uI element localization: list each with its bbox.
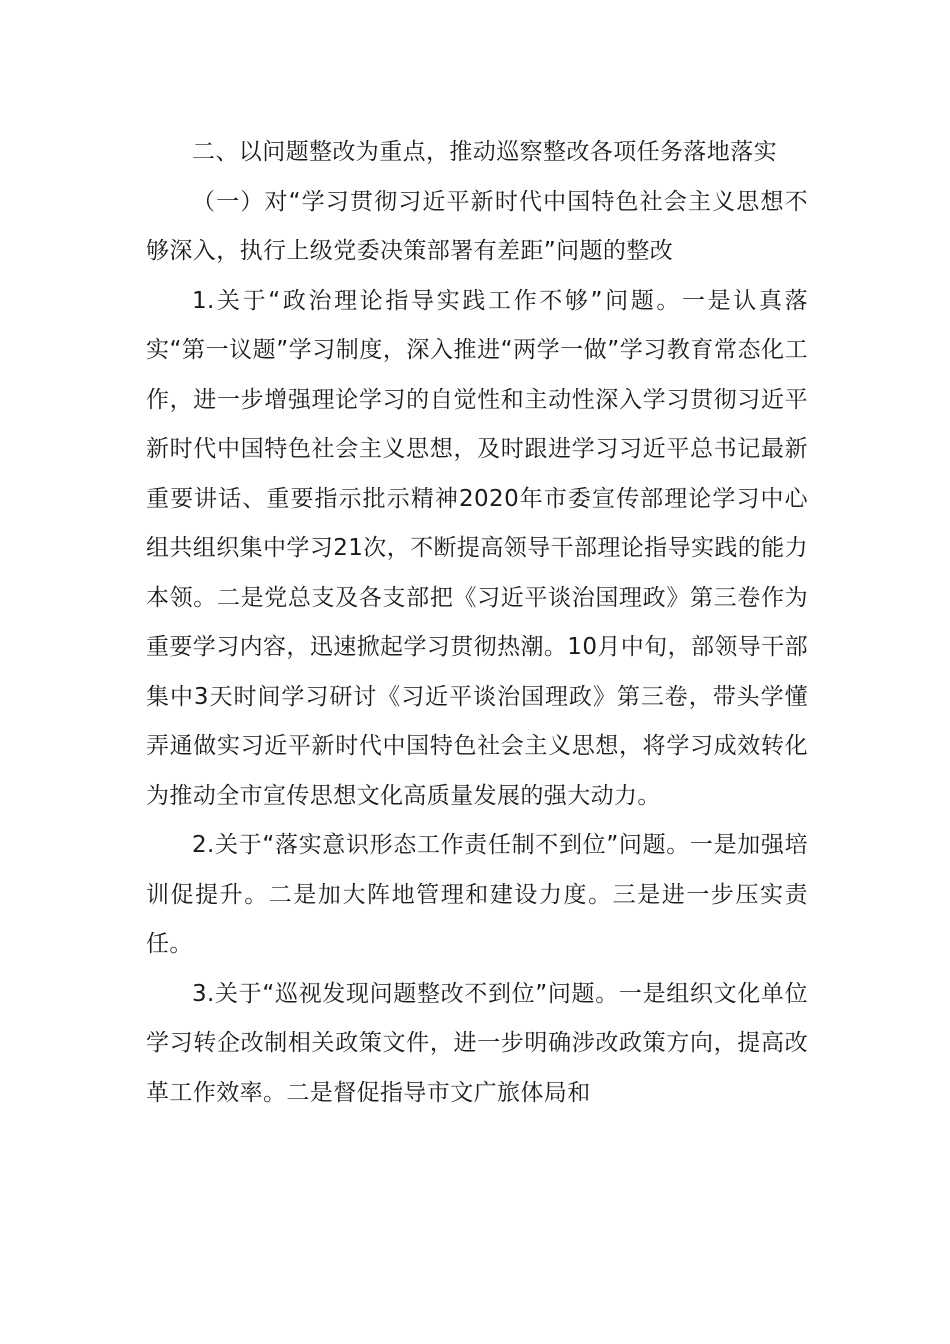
- document-body: [146, 128, 808, 1118]
- paragraph-item-2: 2.关于“落实意识形态工作责任制不到位”问题。一是加强培训促提升。二是加大阵地管理和建设力度。三是进一步压实责任。: [146, 832, 808, 957]
- section-heading: 二、以问题整改为重点，推动巡察整改各项任务落地落实: [192, 139, 777, 165]
- paragraph-item-1: 1.关于“政治理论指导实践工作不够”问题。一是认真落实“第一议题”学习制度，深入推进“两学一做”学习教育常态化工作，进一步增强理论学习的自觉性和主动性深入学习贯彻习近平新时代中国特色社会主义思想，及时跟进学习习近平总书记最新重要讲话、重要指示批示精神2020年市委宣传部理论学习中心组共组织集中学习21次，不断提高领导干部理论指导实践的能力本领。二是党总支及各支部把《习近平谈治国理政》第三卷作为重要学习内容，迅速掀起学习贯彻热潮。10月中旬，部领导干部集中3天时间学习研讨《习近平谈治国理政》第三卷，带头学懂弄通做实习近平新时代中国特色社会主义思想，将学习成效转化为推动全市宣传思想文化高质量发展的强大动力。: [146, 287, 808, 809]
- subsection-heading: （一）对“学习贯彻习近平新时代中国特色社会主义思想不够深入，执行上级党委决策部署有差距”问题的整改: [146, 188, 808, 264]
- paragraph-item-3: 3.关于“巡视发现问题整改不到位”问题。一是组织文化单位学习转企改制相关政策文件，进一步明确涉改政策方向，提高改革工作效率。二是督促指导市文广旅体局和: [146, 980, 808, 1106]
